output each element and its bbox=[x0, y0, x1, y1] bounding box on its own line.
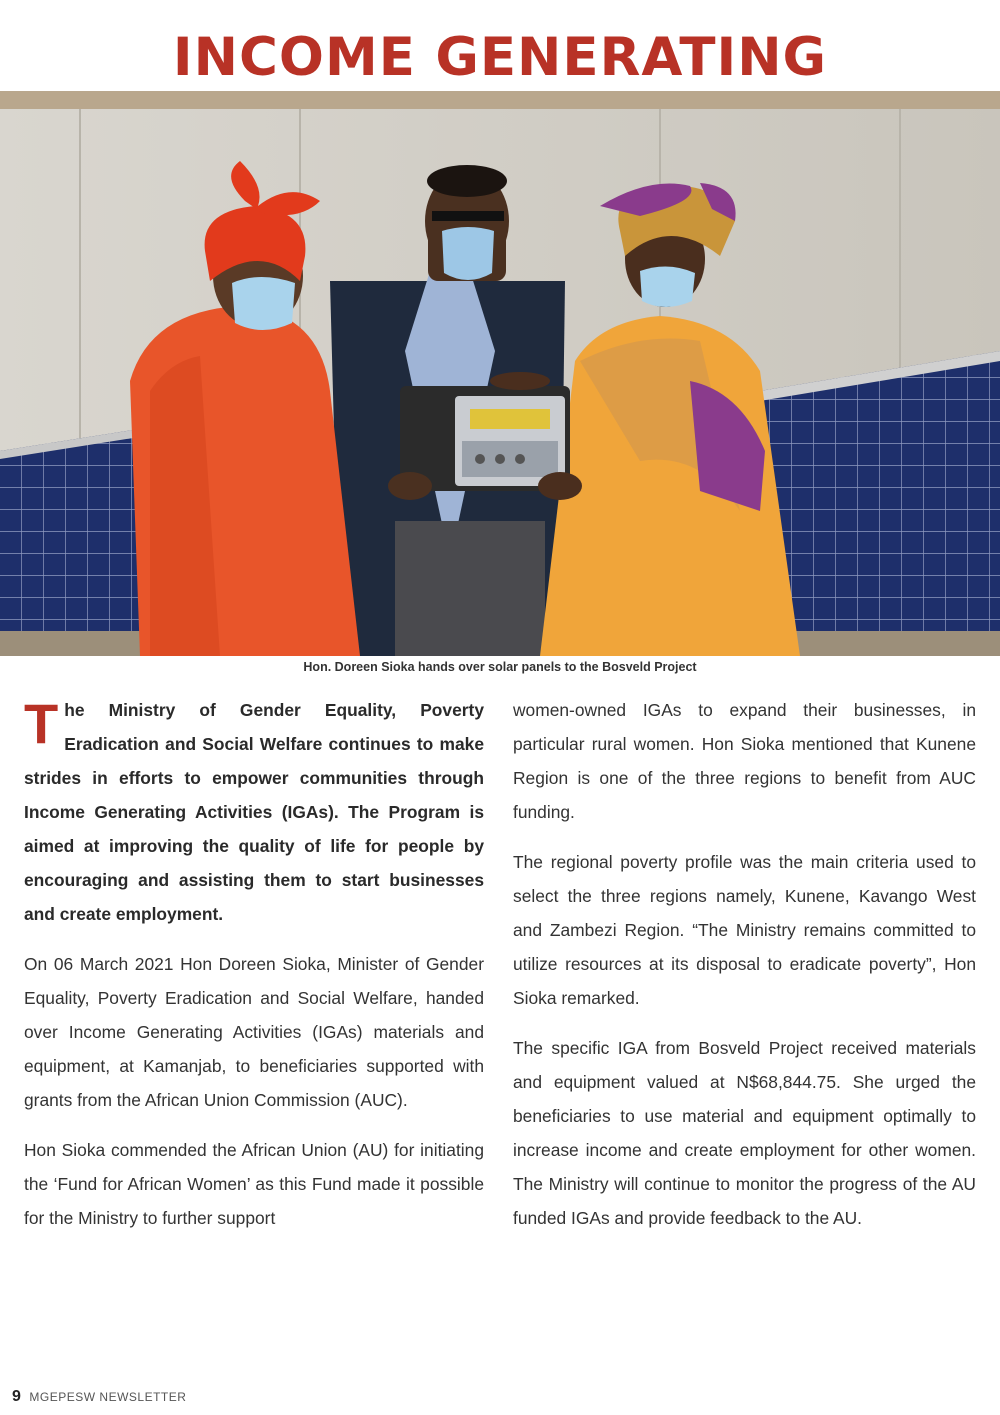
paragraph-poverty-profile: The regional poverty profile was the main criteria used to select the three regions namely, Kunene, Kavango West and Zambezi Region. “The Ministry remains committed to utilize resources at its disposal to eradicate poverty”, Hon Sioka remarked. bbox=[513, 852, 976, 1008]
photo-caption: Hon. Doreen Sioka hands over solar panels to the Bosveld Project bbox=[303, 660, 697, 674]
paragraph-au-fund-continued: women-owned IGAs to expand their businesses, in particular rural women. Hon Sioka mentioned that Kunene Region is one of the three regions to benefit from AUC funding. bbox=[513, 700, 976, 822]
photo-solar-handover bbox=[0, 91, 1000, 656]
paragraph-au-fund: Hon Sioka commended the African Union (AU) for initiating the ‘Fund for African Women’ as this Fund made it possible for the Ministry to further support bbox=[24, 1140, 484, 1228]
paragraph-handover: On 06 March 2021 Hon Doreen Sioka, Minister of Gender Equality, Poverty Eradication and Social Welfare, handed over Income Generating Activities (IGAs) materials and equipment, at Kamanjab, to beneficiaries supported with grants from the African Union Commission (AUC). bbox=[24, 954, 484, 1110]
page-number: 9 bbox=[12, 1388, 22, 1405]
lead-paragraph bbox=[24, 693, 484, 931]
page-title: INCOME GENERATING bbox=[172, 27, 828, 88]
newsletter-label: MGEPESW NEWSLETTER bbox=[29, 1390, 187, 1404]
drop-cap: T bbox=[24, 692, 59, 755]
lead-text: he Ministry of Gender Equality, Poverty Eradication and Social Welfare continues to make strides in efforts to empower communities through Income Generating Activities (IGAs). The Program is aimed at improving the quality of life for people by encouraging and assisting them to start businesses and create employment. bbox=[24, 700, 484, 924]
article-column-left bbox=[24, 693, 484, 1251]
page-footer bbox=[12, 1388, 186, 1406]
paragraph-bosveld-project: The specific IGA from Bosveld Project received materials and equipment valued at N$68,844.75. She urged the beneficiaries to use material and equipment optimally to increase income and create employment for other women. The Ministry will continue to monitor the progress of the AU funded IGAs and provide feedback to the AU. bbox=[513, 1038, 976, 1228]
article-column-right bbox=[513, 693, 976, 1251]
